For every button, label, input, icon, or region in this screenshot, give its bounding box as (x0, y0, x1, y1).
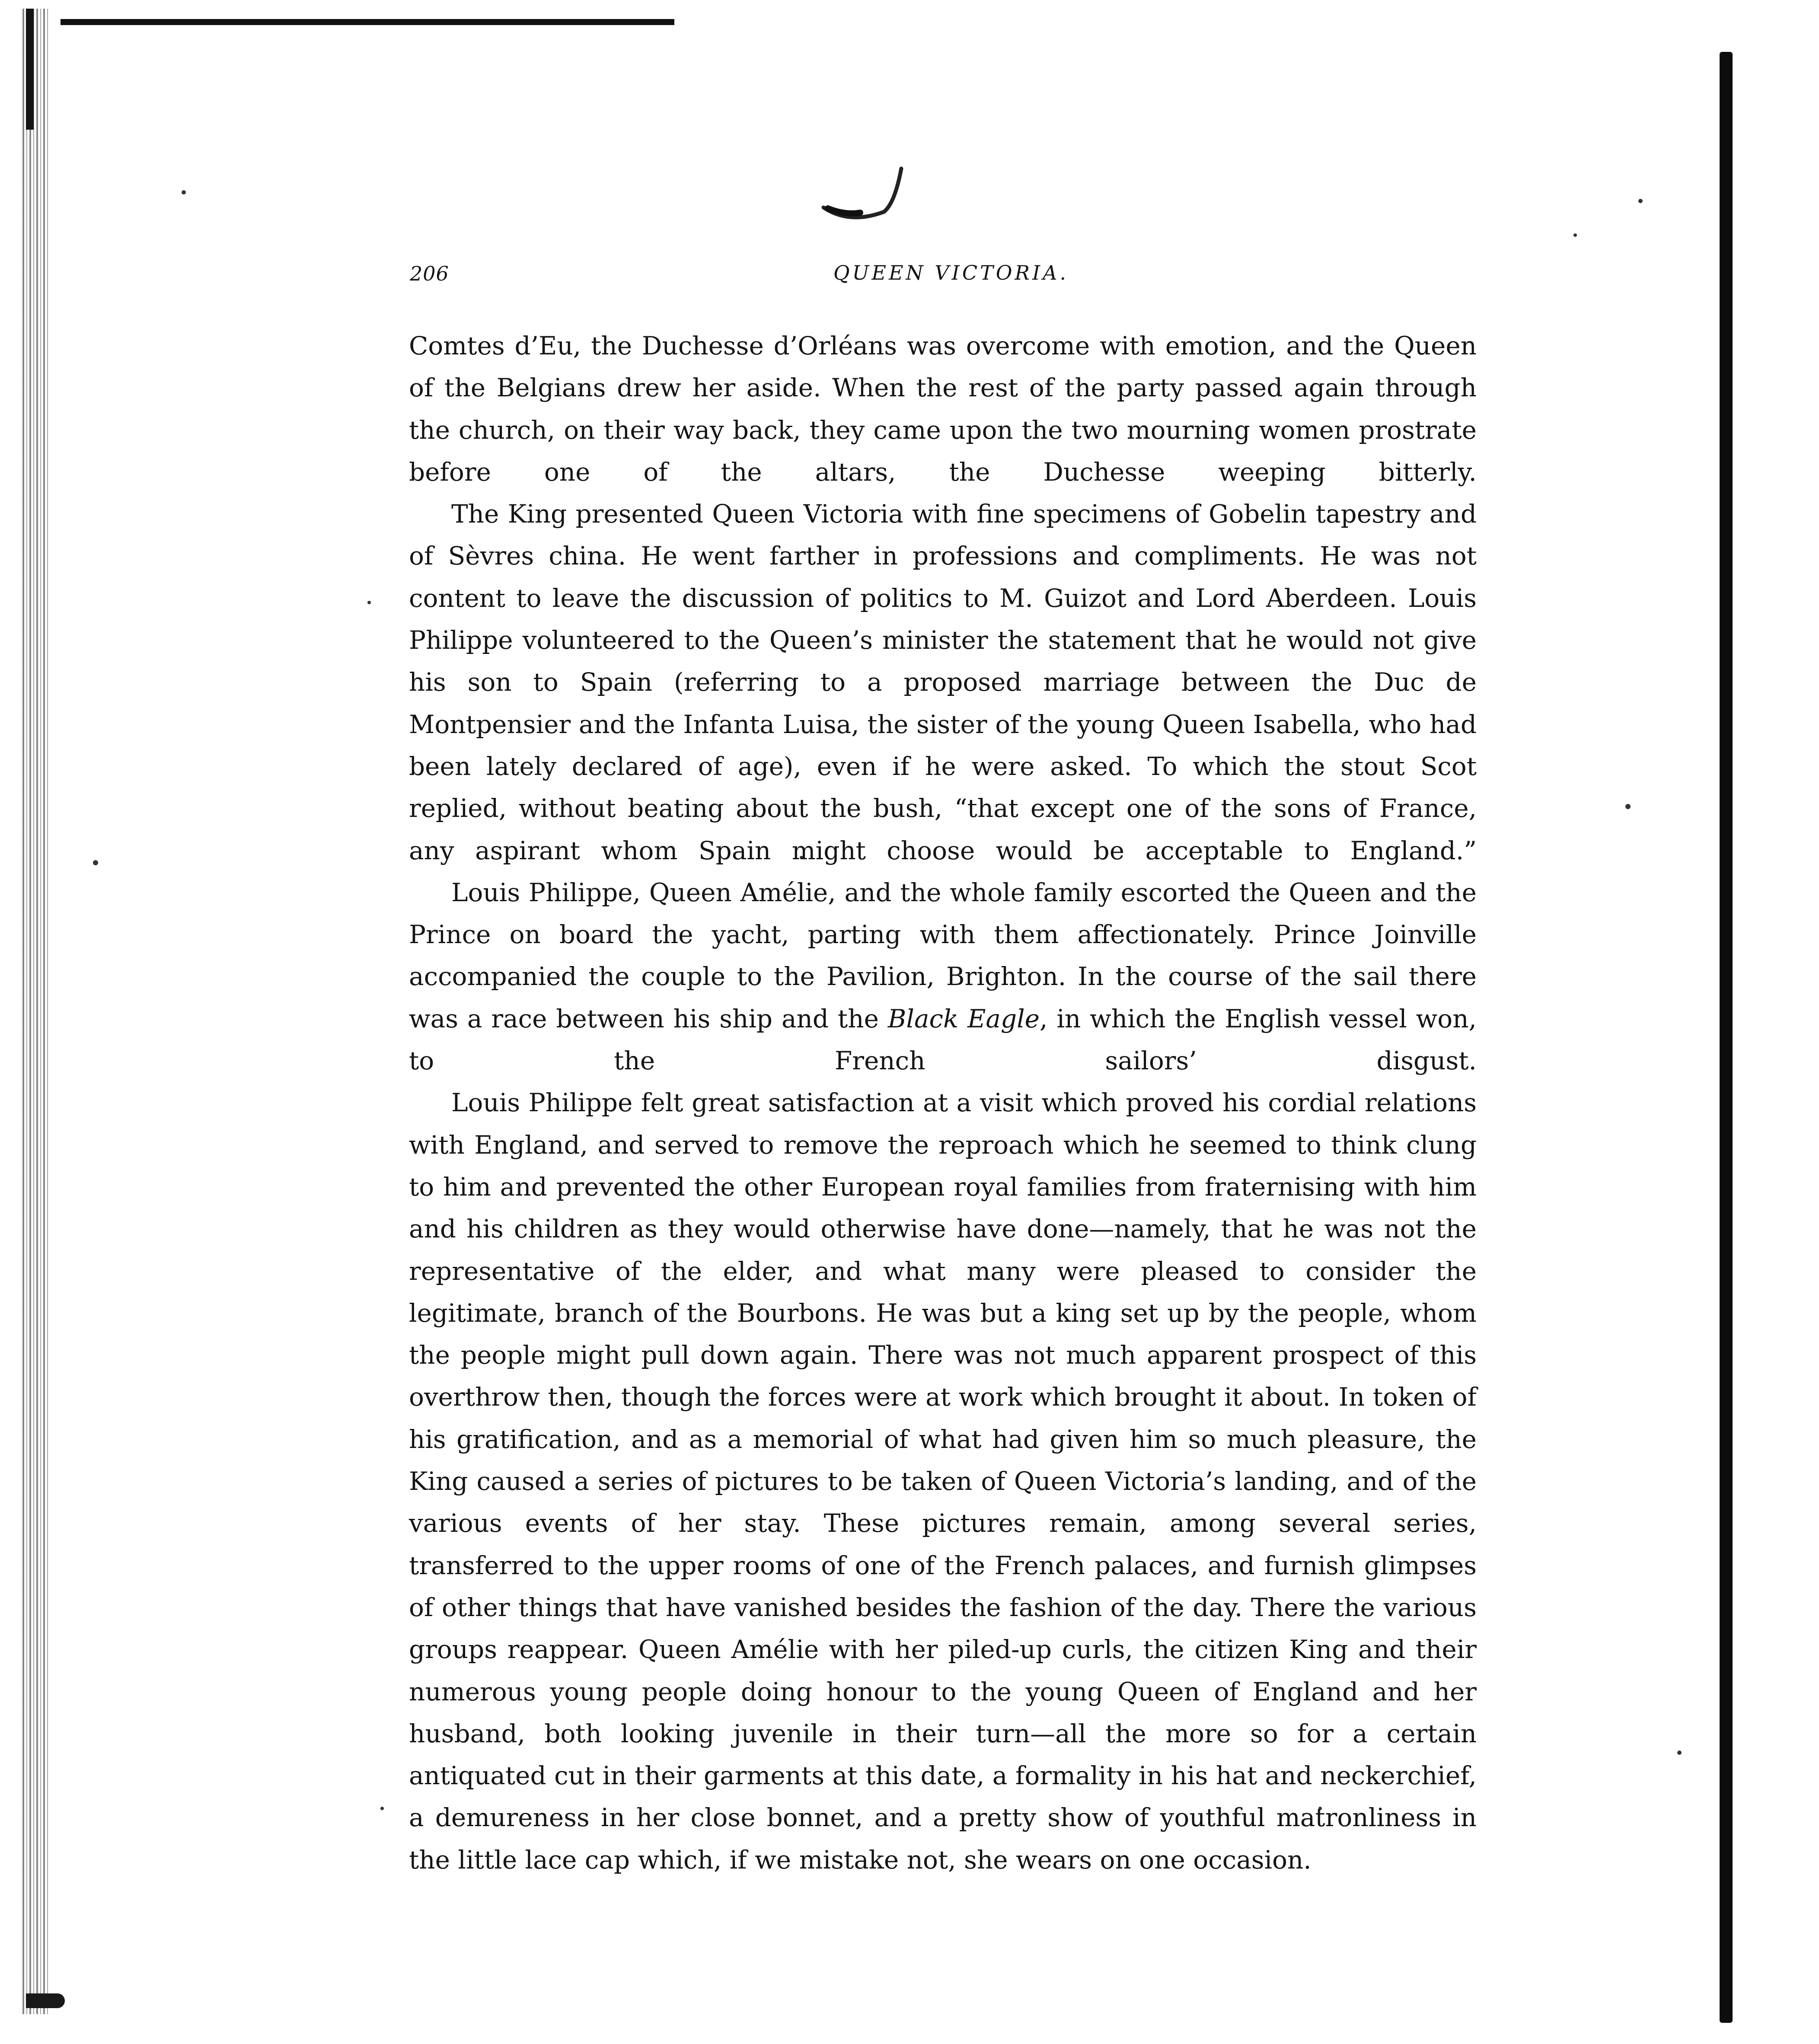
text-line: landing, and of the various events of her stay. These pictures remain, among several (409, 1467, 1477, 1538)
text-line: leave the discussion of politics to M. Guizot and Lord Aberdeen. Louis Philippe (409, 583, 1477, 655)
scan-edge-bottom-left (26, 1993, 65, 2008)
text-line-end: , in which the English vessel won, to the French sailors’ disgust. (409, 1004, 1477, 1076)
speck (1573, 233, 1577, 237)
speck (182, 190, 186, 195)
text-line: altars, the Duchesse weeping bitterly. (815, 457, 1477, 487)
text-line: Sèvres china. He went farther in professions and compliments. He was not content to (409, 541, 1477, 613)
text-line: (referring to a proposed marriage between the Duc de Montpensier and the Infanta Luisa, (409, 667, 1477, 739)
scan-edge-left (22, 9, 48, 2014)
text-line: except one of the sons of France, any aspirant whom Spain might choose would be (409, 794, 1477, 865)
running-title: QUEEN VICTORIA. (833, 261, 1069, 284)
paragraph (409, 1082, 1477, 1881)
text-line: series, transferred to the upper rooms of one of the French palaces, and furnish glimpses of (409, 1508, 1477, 1622)
text-line: and what many were pleased to consider the legitimate, branch of the Bourbons. He (409, 1256, 1477, 1328)
text-line: were asked. To which the stout Scot replied, without beating about the bush, “that (409, 751, 1477, 823)
paragraph (409, 325, 1477, 493)
scan-edge-left-dark (26, 9, 34, 130)
text-line: at this date, a formality in his hat and neckerchief, a demureness in her close bonnet, and (409, 1761, 1477, 1833)
text-line: Louis Philippe felt great satisfaction at a visit which proved his cordial relations with (409, 1088, 1477, 1160)
speck (367, 601, 371, 604)
text-line: their way back, they came upon the two mourning women prostrate before one of the (409, 415, 1477, 487)
text-line: prevented the other European royal families from fraternising with him and his children as (409, 1172, 1477, 1244)
speck (1677, 1751, 1682, 1755)
scan-edge-right (1720, 52, 1733, 2023)
speck (1638, 199, 1643, 203)
text-line: was but a king set up by the people, whom the people might pull down again. There was (409, 1298, 1477, 1370)
paragraph (409, 872, 1477, 1082)
speck (380, 1807, 384, 1810)
text-line: Comtes d’Eu, the Duchesse d’Orléans was overcome with emotion, and the Queen of the (409, 331, 1477, 403)
text-line-start: ship and the (719, 1004, 888, 1033)
text-line: wears on one occasion. (1016, 1845, 1312, 1875)
scan-edge-top (61, 19, 674, 25)
text-line: couple to the Pavilion, Brighton. In the course of the sail there was a race between his (409, 962, 1477, 1033)
text-line: reappear. Queen Amélie with her piled-up curls, the citizen King and their numerous (409, 1635, 1477, 1706)
page-body (409, 325, 1477, 1881)
text-line: so much pleasure, the King caused a series of pictures to be taken of Queen Victoria’s (409, 1424, 1477, 1496)
text-line: other things that have vanished besides the fashion of the day. There the various groups (409, 1592, 1477, 1665)
text-line: a pretty show of youthful matronliness in the little lace cap which, if we mistake not, she (409, 1803, 1477, 1875)
text-line: Louis Philippe, Queen Amélie, and the whole family escorted the Queen and the Prince (409, 877, 1477, 950)
text-line: juvenile in their turn—all the more so for a certain antiquated cut in their garments (409, 1719, 1477, 1791)
text-line: volunteered to the Queen’s minister the statement that he would not give his son to Spain (409, 625, 1477, 697)
text-line: brought it about. In token of his gratification, and as a memorial of what had given him (409, 1382, 1477, 1454)
speck (93, 860, 98, 865)
text-line: the sister of the young Queen Isabella, who had been lately declared of age), even if he (409, 709, 1477, 781)
speck (1625, 804, 1631, 809)
text-line: young people doing honour to the young Queen of England and her husband, both looking (409, 1677, 1477, 1748)
pen-mark-icon (819, 160, 919, 229)
text-line: on board the yacht, parting with them affectionately. Prince Joinville accompanied the (409, 920, 1477, 992)
text-line: Belgians drew her aside. When the rest of the party passed again through the church, on (409, 373, 1477, 445)
text-line: they would otherwise have done—namely, that he was not the representative of the elder, (409, 1214, 1477, 1286)
text-line: England, and served to remove the reproach which he seemed to think clung to him and (409, 1130, 1477, 1202)
text-line: not much apparent prospect of this overthrow then, though the forces were at work which (409, 1340, 1477, 1412)
text-line: The King presented Queen Victoria with fine specimens of Gobelin tapestry and of (409, 499, 1477, 571)
ship-name: Black Eagle (887, 1004, 1040, 1033)
page-number: 206 (410, 262, 449, 285)
paragraph (409, 493, 1477, 872)
text-line: acceptable to England.” (1145, 835, 1477, 865)
